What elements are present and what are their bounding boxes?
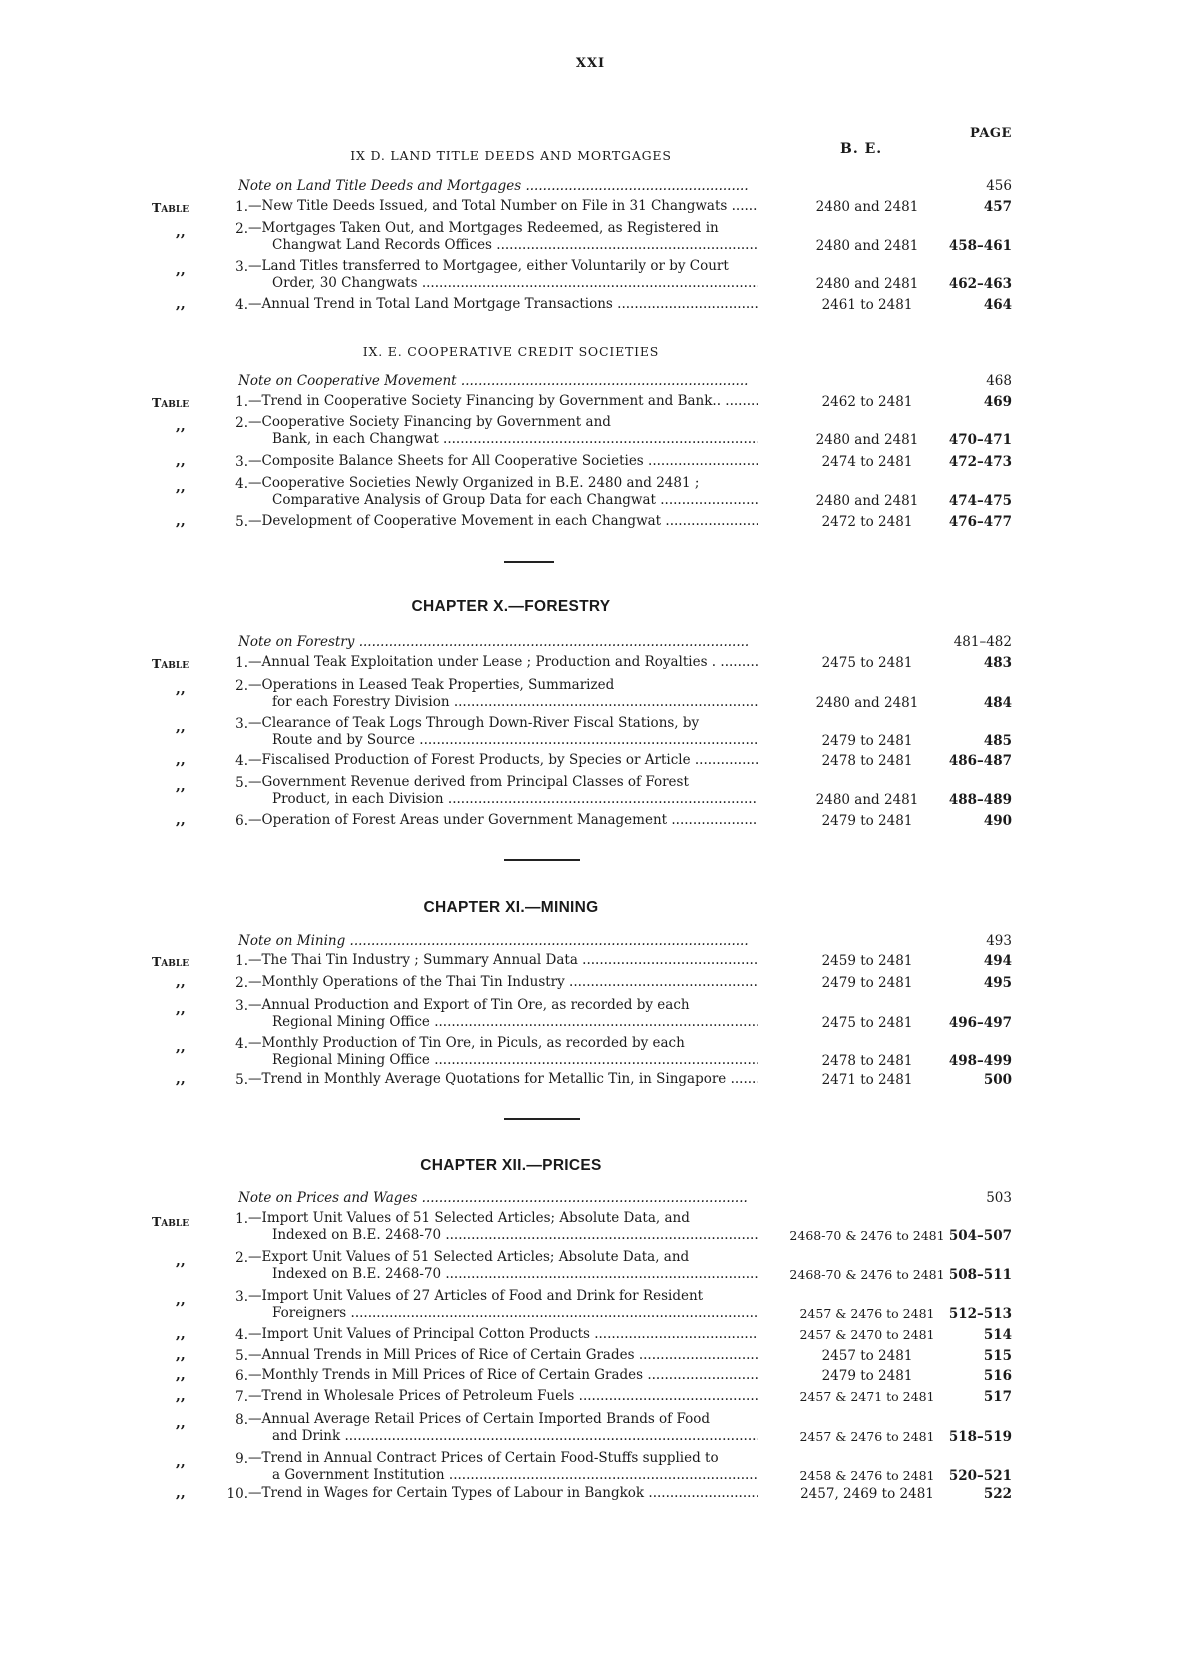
entry-title: [248, 453, 758, 470]
page-ref: 515: [983, 1348, 1012, 1364]
list-item: [0, 634, 1181, 655]
entry-title: [248, 198, 758, 215]
note-title: [238, 178, 748, 195]
entry-number: 5.: [235, 514, 248, 530]
ditto-mark: ,,: [176, 224, 186, 240]
be-years: 2479 to 2481: [821, 733, 913, 749]
entry-title: [248, 1367, 758, 1384]
be-years: 2480 and 2481: [815, 238, 919, 254]
page-ref: 508–511: [948, 1267, 1012, 1283]
page-ref: 495: [983, 975, 1012, 991]
entry-title-line: —Import Unit Values of 27 Articles of Food and Drink for Resident: [248, 1288, 704, 1304]
page-ref: 503: [986, 1190, 1012, 1206]
table-label: Table: [152, 395, 190, 410]
section-divider: [504, 1118, 580, 1120]
entry-title-line: —Clearance of Teak Logs Through Down-River Fiscal Stations, by: [248, 715, 700, 731]
list-item: [0, 1288, 1181, 1326]
entry-title-line: —Trend in Wages for Certain Types of Labour in Bangkok .....: [248, 1485, 758, 1502]
page-ref: 493: [986, 933, 1012, 949]
list-item: [0, 1035, 1181, 1073]
be-years: 2461 to 2481: [821, 297, 913, 313]
entry-title: [248, 1210, 758, 1244]
entry-number: 3.: [235, 259, 248, 275]
chapter-title-prices: CHAPTER XII.—PRICES: [420, 1157, 602, 1174]
page-ref: 458–461: [948, 238, 1012, 254]
section-title-ixd: IX D. LAND TITLE DEEDS AND MORTGAGES: [350, 148, 672, 163]
list-item: [0, 774, 1181, 812]
entry-title-line: —Annual Production and Export of Tin Ore, as recorded by each: [248, 997, 690, 1013]
list-item: [0, 715, 1181, 753]
page-ref: 462–463: [948, 276, 1012, 292]
entry-title-line: —Land Titles transferred to Mortgagee, either Voluntarily or by Court: [248, 258, 729, 274]
entry-title: [248, 1450, 758, 1484]
be-years: 2480 and 2481: [815, 432, 919, 448]
ditto-mark: ,,: [176, 296, 186, 312]
list-item: [0, 1450, 1181, 1488]
entry-title-line: Comparative Analysis of Group Data for each Changwat .....: [248, 492, 758, 509]
entry-number: 7.: [235, 1389, 248, 1405]
entry-number: 1.: [235, 953, 248, 969]
list-item: [0, 933, 1181, 954]
be-years: 2457 & 2476 to 2481: [799, 1429, 935, 1444]
page-ref: 522: [983, 1486, 1012, 1502]
list-item: [0, 373, 1181, 394]
entry-title-line: for each Forestry Division .....: [248, 694, 758, 711]
entry-number: 1.: [235, 394, 248, 410]
entry-title-line: Route and by Source .....: [248, 732, 758, 749]
note-text: Note on Cooperative Movement .....: [238, 373, 748, 390]
entry-title-line: —Export Unit Values of 51 Selected Articles; Absolute Data, and: [248, 1249, 690, 1265]
entry-number: 5.: [235, 775, 248, 791]
entry-title-line: —Fiscalised Production of Forest Products, by Species or Article .....: [248, 752, 758, 769]
list-item: [0, 414, 1181, 452]
list-item: [0, 220, 1181, 258]
entry-title: [248, 1485, 758, 1502]
entry-title: [248, 393, 758, 410]
entry-number: 2.: [235, 975, 248, 991]
page-ref: 500: [983, 1072, 1012, 1088]
entry-title: [248, 258, 758, 292]
entry-number: 2.: [235, 1250, 248, 1266]
entry-title-line: —Annual Trend in Total Land Mortgage Transactions .....: [248, 296, 758, 313]
list-item: [0, 513, 1181, 534]
list-item: [0, 258, 1181, 296]
entry-title-line: —New Title Deeds Issued, and Total Number on File in 31 Changwats .....: [248, 198, 758, 215]
entry-title: [248, 752, 758, 769]
entry-title-line: a Government Institution .....: [248, 1467, 758, 1484]
ditto-mark: ,,: [176, 1347, 186, 1363]
entry-title: [248, 1411, 758, 1445]
page-ref: 494: [983, 953, 1012, 969]
page-number: XXI: [575, 56, 606, 71]
entry-title: [248, 1347, 758, 1364]
entry-title-line: Product, in each Division .....: [248, 791, 758, 808]
page-ref: 456: [986, 178, 1012, 194]
entry-title-line: Bank, in each Changwat .....: [248, 431, 758, 448]
ditto-mark: ,,: [176, 778, 186, 794]
ditto-mark: ,,: [176, 1253, 186, 1269]
page-ref: 512–513: [948, 1306, 1012, 1322]
entry-title: [248, 715, 758, 749]
page-ref: 504–507: [948, 1228, 1012, 1244]
list-item: [0, 952, 1181, 973]
entry-number: 4.: [235, 476, 248, 492]
be-years: 2480 and 2481: [815, 493, 919, 509]
entry-title-line: —Trend in Annual Contract Prices of Certain Food-Stuffs supplied to: [248, 1450, 719, 1466]
be-years: 2457 & 2470 to 2481: [799, 1327, 935, 1342]
entry-title-line: Regional Mining Office .....: [248, 1052, 758, 1069]
list-item: [0, 654, 1181, 675]
ditto-mark: ,,: [176, 262, 186, 278]
list-item: [0, 296, 1181, 317]
be-years: 2480 and 2481: [815, 276, 919, 292]
be-years: 2478 to 2481: [821, 753, 913, 769]
ditto-mark: ,,: [176, 1071, 186, 1087]
be-years: 2475 to 2481: [821, 655, 913, 671]
page-ref: 481–482: [953, 634, 1012, 650]
entry-title: [248, 952, 758, 969]
be-years: 2479 to 2481: [821, 975, 913, 991]
note-text: Note on Prices and Wages .....: [238, 1190, 748, 1207]
page-ref: 516: [983, 1368, 1012, 1384]
entry-title-line: —Trend in Cooperative Society Financing by Government and Bank.. .....: [248, 393, 758, 410]
page-ref: 483: [983, 655, 1012, 671]
be-years: 2457 & 2471 to 2481: [799, 1389, 935, 1404]
entry-number: 3.: [235, 1289, 248, 1305]
entry-title-line: —Trend in Monthly Average Quotations for Metallic Tin, in Singapore .....: [248, 1071, 758, 1088]
entry-number: 4.: [235, 297, 248, 313]
entry-title: [248, 296, 758, 313]
entry-title-line: —Operations in Leased Teak Properties, Summarized: [248, 677, 615, 693]
be-years: 2474 to 2481: [821, 454, 913, 470]
page-ref: 520–521: [948, 1468, 1012, 1484]
page-ref: 486–487: [948, 753, 1012, 769]
entry-title-line: —Annual Teak Exploitation under Lease ; Production and Royalties . .....: [248, 654, 758, 671]
list-item: [0, 178, 1181, 199]
page-column-header: PAGE: [970, 126, 1012, 141]
entry-title: [248, 774, 758, 808]
list-item: [0, 393, 1181, 414]
entry-title-line: Changwat Land Records Offices .....: [248, 237, 758, 254]
entry-title-line: —Annual Average Retail Prices of Certain Imported Brands of Food: [248, 1411, 710, 1427]
page-ref: 476–477: [948, 514, 1012, 530]
entry-number: 6.: [235, 813, 248, 829]
be-years: 2475 to 2481: [821, 1015, 913, 1031]
ditto-mark: ,,: [176, 1039, 186, 1055]
be-years: 2479 to 2481: [821, 1368, 913, 1384]
page-ref: 490: [983, 813, 1012, 829]
ditto-mark: ,,: [176, 1415, 186, 1431]
entry-title-line: —Annual Trends in Mill Prices of Rice of Certain Grades .....: [248, 1347, 758, 1364]
note-text: Note on Mining .....: [238, 933, 748, 950]
entry-title-line: Indexed on B.E. 2468-70 .....: [248, 1266, 758, 1283]
entry-title-line: and Drink .....: [248, 1428, 758, 1445]
ditto-mark: ,,: [176, 1292, 186, 1308]
entry-number: 8.: [235, 1412, 248, 1428]
table-label: Table: [152, 1214, 190, 1229]
ditto-mark: ,,: [176, 812, 186, 828]
page-ref: 470–471: [948, 432, 1012, 448]
entry-title-line: Order, 30 Changwats .....: [248, 275, 758, 292]
entry-title-line: —The Thai Tin Industry ; Summary Annual Data .....: [248, 952, 758, 969]
be-years: 2457 to 2481: [821, 1348, 913, 1364]
list-item: [0, 453, 1181, 474]
page-ref: 488–489: [948, 792, 1012, 808]
entry-title-line: —Cooperative Society Financing by Government and: [248, 414, 611, 430]
entry-title-line: Foreigners .....: [248, 1305, 758, 1322]
entry-title: [248, 812, 758, 829]
entry-title: [248, 1388, 758, 1405]
ditto-mark: ,,: [176, 513, 186, 529]
ditto-mark: ,,: [176, 1388, 186, 1404]
list-item: [0, 1190, 1181, 1211]
page-ref: 468: [986, 373, 1012, 389]
page-ref: 472–473: [948, 454, 1012, 470]
note-text: Note on Land Title Deeds and Mortgages .....: [238, 178, 748, 195]
entry-number: 1.: [235, 655, 248, 671]
page-ref: 469: [983, 394, 1012, 410]
section-title-ixe: IX. E. COOPERATIVE CREDIT SOCIETIES: [362, 344, 660, 359]
list-item: [0, 198, 1181, 219]
entry-title-line: —Import Unit Values of 51 Selected Articles; Absolute Data, and: [248, 1210, 690, 1226]
chapter-title-mining: CHAPTER XI.—MINING: [423, 899, 599, 916]
be-years: 2458 & 2476 to 2481: [799, 1468, 935, 1483]
entry-title-line: —Operation of Forest Areas under Government Management .....: [248, 812, 758, 829]
ditto-mark: ,,: [176, 453, 186, 469]
section-divider: [504, 859, 580, 861]
list-item: [0, 1367, 1181, 1388]
be-years: 2468-70 & 2476 to 2481: [789, 1228, 945, 1243]
page-ref: 484: [983, 695, 1012, 711]
entry-title: [248, 677, 758, 711]
list-item: [0, 1411, 1181, 1449]
list-item: [0, 752, 1181, 773]
page-ref: 518–519: [948, 1429, 1012, 1445]
chapter-title-forestry: CHAPTER X.—FORESTRY: [411, 598, 611, 615]
list-item: [0, 812, 1181, 833]
page-ref: 517: [983, 1389, 1012, 1405]
note-title: [238, 634, 748, 651]
be-years: 2480 and 2481: [815, 792, 919, 808]
note-text: Note on Forestry .....: [238, 634, 748, 651]
entry-title: [248, 1071, 758, 1088]
entry-number: 4.: [235, 1327, 248, 1343]
entry-title-line: —Monthly Trends in Mill Prices of Rice of Certain Grades .....: [248, 1367, 758, 1384]
entry-title: [248, 1326, 758, 1343]
entry-number: 3.: [235, 998, 248, 1014]
entry-title-line: Indexed on B.E. 2468-70 .....: [248, 1227, 758, 1244]
be-years: 2480 and 2481: [815, 695, 919, 711]
ditto-mark: ,,: [176, 681, 186, 697]
section-divider: [504, 561, 554, 563]
be-years: 2457 & 2476 to 2481: [799, 1306, 935, 1321]
list-item: [0, 974, 1181, 995]
be-years: 2479 to 2481: [821, 813, 913, 829]
be-years: 2462 to 2481: [821, 394, 913, 410]
table-label: Table: [152, 200, 190, 215]
list-item: [0, 1485, 1181, 1506]
list-item: [0, 1210, 1181, 1248]
be-years: 2468-70 & 2476 to 2481: [789, 1267, 945, 1282]
entry-title-line: —Monthly Operations of the Thai Tin Industry .....: [248, 974, 758, 991]
be-column-header: B. E.: [840, 141, 883, 157]
page-ref: 464: [983, 297, 1012, 313]
entry-number: 4.: [235, 1036, 248, 1052]
entry-title: [248, 220, 758, 254]
ditto-mark: ,,: [176, 752, 186, 768]
entry-number: 10.: [226, 1486, 248, 1502]
entry-number: 9.: [235, 1451, 248, 1467]
ditto-mark: ,,: [176, 974, 186, 990]
list-item: [0, 997, 1181, 1035]
entry-number: 5.: [235, 1072, 248, 1088]
list-item: [0, 1071, 1181, 1092]
entry-title-line: —Government Revenue derived from Principal Classes of Forest: [248, 774, 689, 790]
list-item: [0, 1347, 1181, 1368]
page-ref: 514: [983, 1327, 1012, 1343]
entry-number: 1.: [235, 1211, 248, 1227]
be-years: 2457, 2469 to 2481: [800, 1486, 934, 1502]
entry-number: 3.: [235, 454, 248, 470]
entry-title-line: —Monthly Production of Tin Ore, in Piculs, as recorded by each: [248, 1035, 685, 1051]
entry-title: [248, 997, 758, 1031]
entry-number: 2.: [235, 415, 248, 431]
ditto-mark: ,,: [176, 418, 186, 434]
ditto-mark: ,,: [176, 1367, 186, 1383]
be-years: 2480 and 2481: [815, 199, 919, 215]
entry-title-line: —Development of Cooperative Movement in each Changwat .....: [248, 513, 758, 530]
entry-number: 3.: [235, 716, 248, 732]
entry-title: [248, 414, 758, 448]
entry-title: [248, 1249, 758, 1283]
entry-title-line: —Mortgages Taken Out, and Mortgages Redeemed, as Registered in: [248, 220, 719, 236]
list-item: [0, 1326, 1181, 1347]
ditto-mark: ,,: [176, 479, 186, 495]
table-label: Table: [152, 954, 190, 969]
ditto-mark: ,,: [176, 719, 186, 735]
entry-number: 2.: [235, 221, 248, 237]
entry-title: [248, 654, 758, 671]
list-item: [0, 677, 1181, 715]
note-title: [238, 933, 748, 950]
entry-title-line: —Composite Balance Sheets for All Cooperative Societies .....: [248, 453, 758, 470]
be-years: 2472 to 2481: [821, 514, 913, 530]
note-title: [238, 373, 748, 390]
entry-title: [248, 513, 758, 530]
note-title: [238, 1190, 748, 1207]
be-years: 2459 to 2481: [821, 953, 913, 969]
ditto-mark: ,,: [176, 1001, 186, 1017]
entry-title-line: —Trend in Wholesale Prices of Petroleum Fuels .....: [248, 1388, 758, 1405]
page-ref: 496–497: [948, 1015, 1012, 1031]
ditto-mark: ,,: [176, 1326, 186, 1342]
be-years: 2478 to 2481: [821, 1053, 913, 1069]
page-ref: 485: [983, 733, 1012, 749]
entry-title: [248, 475, 758, 509]
entry-number: 4.: [235, 753, 248, 769]
entry-title: [248, 974, 758, 991]
table-label: Table: [152, 656, 190, 671]
page-ref: 498–499: [948, 1053, 1012, 1069]
page-ref: 474–475: [948, 493, 1012, 509]
ditto-mark: ,,: [176, 1485, 186, 1501]
list-item: [0, 475, 1181, 513]
entry-title-line: Regional Mining Office .....: [248, 1014, 758, 1031]
list-item: [0, 1249, 1181, 1287]
entry-title: [248, 1288, 758, 1322]
entry-title-line: —Import Unit Values of Principal Cotton Products .....: [248, 1326, 758, 1343]
entry-title-line: —Cooperative Societies Newly Organized in B.E. 2480 and 2481 ;: [248, 475, 700, 491]
entry-number: 1.: [235, 199, 248, 215]
ditto-mark: ,,: [176, 1454, 186, 1470]
list-item: [0, 1388, 1181, 1409]
entry-title: [248, 1035, 758, 1069]
entry-number: 6.: [235, 1368, 248, 1384]
be-years: 2471 to 2481: [821, 1072, 913, 1088]
entry-number: 5.: [235, 1348, 248, 1364]
entry-number: 2.: [235, 678, 248, 694]
page-ref: 457: [983, 199, 1012, 215]
